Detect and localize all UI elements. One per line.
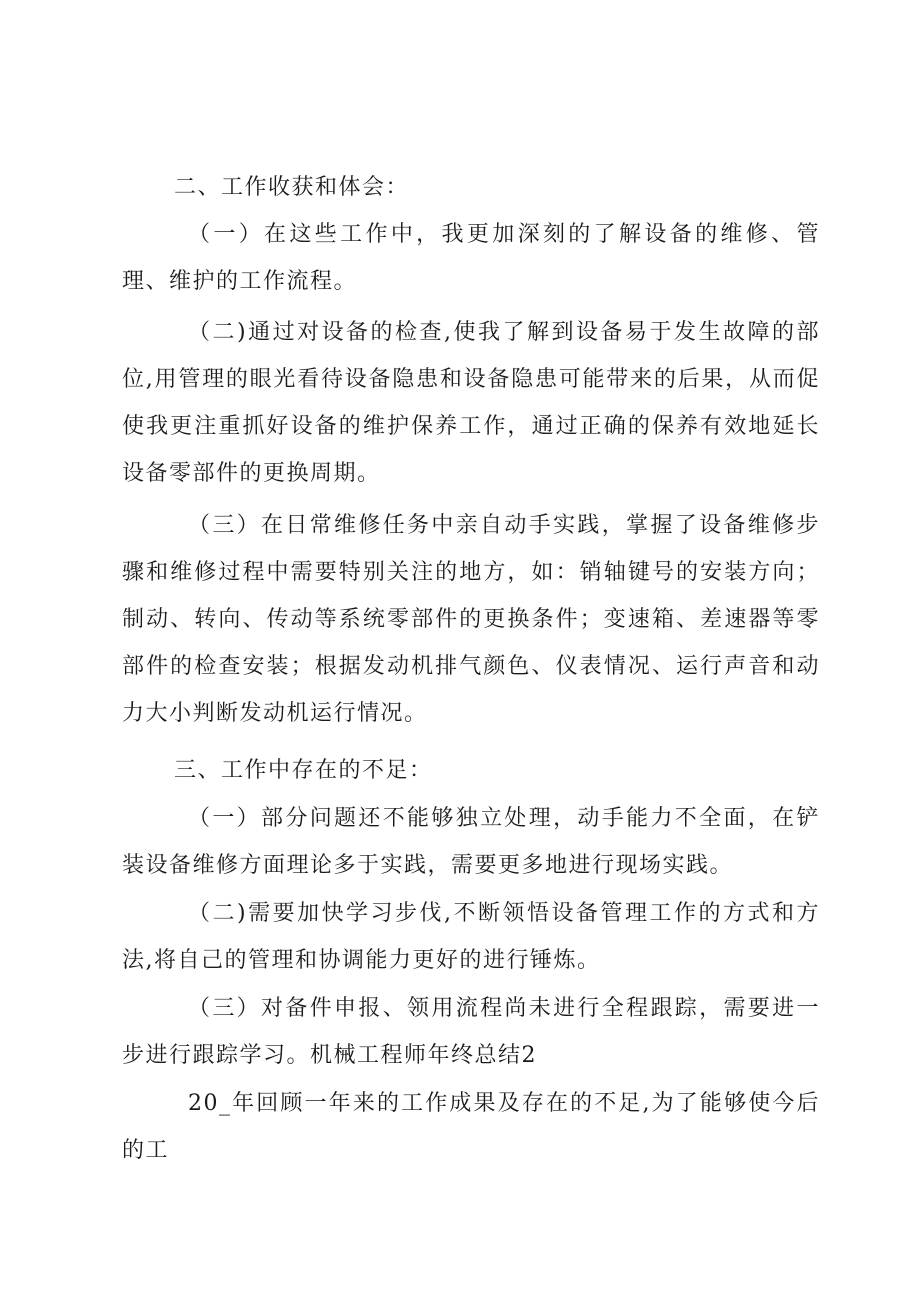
section-heading-2: 二、工作收获和体会：	[174, 175, 410, 200]
paragraph-3-3: （三）对备件申报、领用流程尚未进行全程跟踪，需要进一步进行跟踪学习。机械工程师年终总结2	[122, 996, 820, 1068]
paragraph-2-2: （二)通过对设备的检查,使我了解到设备易于发生故障的部位,用管理的眼光看待设备隐患和设备隐患可能带来的后果，从而促使我更注重抓好设备的维护保养工作，通过正确的保养有效地延长设备零部件的更换周期。	[122, 320, 820, 486]
paragraph-3-2: （二)需要加快学习步伐,不断领悟设备管理工作的方式和方法,将自己的管理和协调能力更好的进行锤炼。	[122, 901, 820, 973]
paragraph-3-1: （一）部分问题还不能够独立处理，动手能力不全面，在铲装设备维修方面理论多于实践，需要更多地进行现场实践。	[122, 806, 820, 878]
paragraph-2-1: （一）在这些工作中，我更加深刻的了解设备的维修、管理、维护的工作流程。	[122, 222, 820, 294]
section-heading-3: 三、工作中存在的不足：	[174, 758, 433, 783]
paragraph-2-3: （三）在日常维修任务中亲自动手实践，掌握了设备维修步骤和维修过程中需要特别关注的地方，如：销轴键号的安装方向；制动、转向、传动等系统零部件的更换条件；变速箱、差速器等零部件的检查安装；根据发动机排气颜色、仪表情况、运行声音和动力大小判断发动机运行情况。	[122, 513, 820, 726]
closing-paragraph: 20_年回顾一年来的工作成果及存在的不足,为了能够使今后的工	[122, 1091, 820, 1163]
